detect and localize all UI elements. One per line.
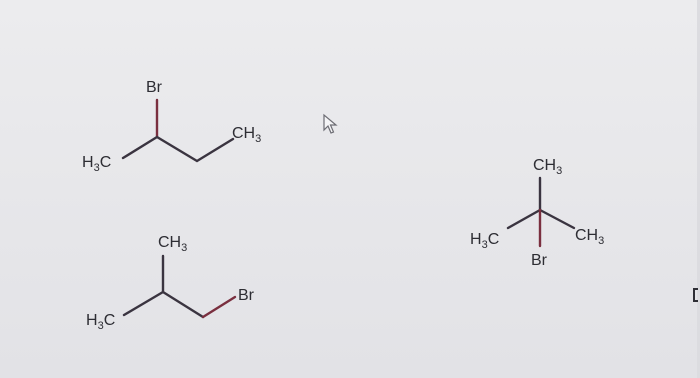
methyl-right-label: $CH_3$ xyxy=(575,227,605,247)
methyl-top-label: $CH_3$ xyxy=(533,157,563,177)
bromine-label: Br xyxy=(146,79,162,96)
methyl-left-label: $H_3C$ xyxy=(86,312,116,332)
methyl-right-label: $CH_3$ xyxy=(232,125,262,145)
mouse-pointer-icon xyxy=(324,115,336,133)
molecule-1-bromo-2-methylpropane xyxy=(86,234,255,332)
edge-bracket-icon xyxy=(693,288,699,302)
c-methyl-left-bond xyxy=(508,210,540,228)
molecule-2-bromobutane xyxy=(82,79,261,174)
methyl-left-label: $H_3C$ xyxy=(470,231,500,251)
molecule-2-bromo-2-methylpropane xyxy=(470,157,604,269)
bromine-label: Br xyxy=(531,252,547,269)
c-br-bond xyxy=(203,297,235,317)
carbon-chain-bonds xyxy=(123,137,233,161)
methyl-left-label: $H_3C$ xyxy=(82,154,112,174)
c-methyl-right-bond xyxy=(540,210,574,228)
carbon-chain-bonds xyxy=(124,292,203,317)
methyl-top-label: $CH_3$ xyxy=(158,234,188,254)
bromine-label: Br xyxy=(238,287,254,304)
